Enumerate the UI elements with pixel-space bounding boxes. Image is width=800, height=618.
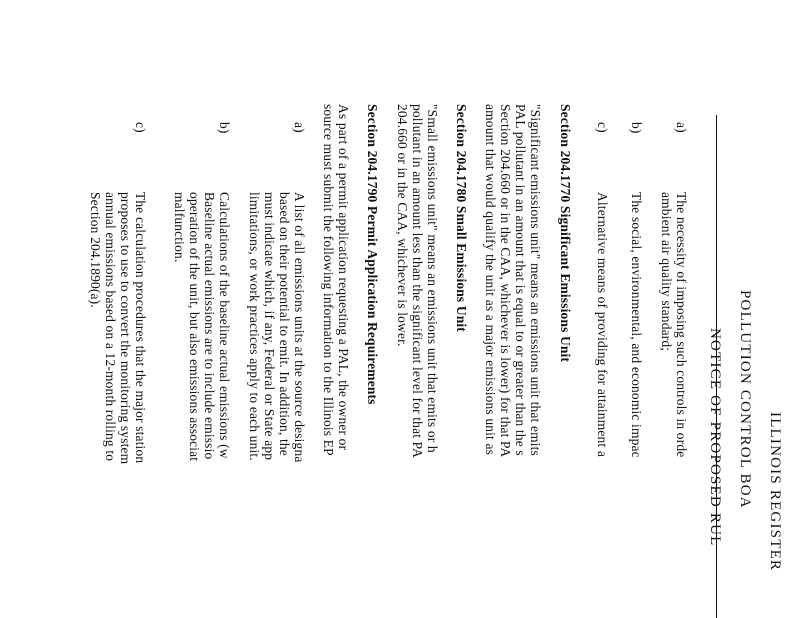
section-1780-line-2: pollutant in an amount less than the significant level for that PA: [410, 104, 425, 458]
header-rule: [716, 115, 717, 618]
section-1790-intro-1: As part of a permit application requesting a PAL, the owner or: [336, 104, 351, 451]
section-1770-line-3: Section 204.660 or in the CAA, whichever is lower) for that PA: [498, 104, 513, 458]
notice-header: NOTICE OF PROPOSED RUL: [707, 328, 723, 547]
list-a-line-1: The necessity of imposing such controls in orde: [674, 192, 689, 458]
section-1770-heading: Section 204.1770 Significant Emissions Unit: [558, 104, 573, 363]
board-header: POLLUTION CONTROL BOA: [737, 290, 753, 509]
list-b-label: b): [629, 122, 644, 134]
section-1790-heading: Section 204.1790 Permit Application Requirements: [365, 104, 380, 405]
item-b-line-3: operation of the unit, but also emissions associat: [187, 192, 202, 462]
item-b-line-4: malfunction.: [172, 192, 187, 263]
item-a-line-2: based on their potential to emit. In addition, the: [277, 192, 292, 456]
section-1770-line-2: PAL pollutant in an amount that is equal to or greater than the s: [513, 104, 528, 456]
item-a-line-4: limitations, or work practices apply to each unit.: [247, 192, 262, 461]
item-b-label: b): [217, 122, 232, 134]
section-1770-line-4: amount that would qualify the unit as a major emissions unit as: [483, 104, 498, 456]
list-a-line-2: ambient air quality standard;: [659, 192, 674, 352]
item-a-line-3: must indicate which, if any, Federal or State app: [262, 192, 277, 461]
section-1780-line-3: 204.660 or in the CAA, whichever is lower.: [395, 104, 410, 347]
item-a-line-1: A list of all emissions units at the source designa: [292, 192, 307, 463]
list-c-label: c): [595, 122, 610, 133]
item-c-line-2: proposes to use to convert the monitoring system: [118, 192, 133, 465]
section-1790-intro-2: source must submit the following information to the Illinois EP: [321, 104, 336, 456]
section-1780-heading: Section 204.1780 Small Emissions Unit: [454, 104, 469, 332]
list-c-line-1: Alternative means of providing for attainment a: [595, 192, 610, 457]
item-c-label: c): [133, 122, 148, 133]
item-c-line-4: Section 204.1890(a).: [88, 192, 103, 308]
item-c-line-3: annual emissions based on a 12-month rolling to: [103, 192, 118, 462]
item-b-line-2: Baseline actual emissions are to include emissio: [202, 192, 217, 460]
item-a-label: a): [292, 122, 307, 133]
section-1780-line-1: "Small emissions unit" means an emissions unit that emits or h: [425, 104, 440, 453]
section-1770-line-1: "Significant emissions unit" means an emissions unit that emits: [528, 104, 543, 456]
item-c-line-1: The calculation procedures that the major station: [133, 192, 148, 464]
item-b-line-1: Calculations of the baseline actual emissions (w: [217, 192, 232, 459]
list-a-label: a): [674, 122, 689, 133]
register-header: ILLINOIS REGISTER: [767, 412, 783, 572]
list-b-line-1: The social, environmental, and economic impac: [629, 192, 644, 458]
